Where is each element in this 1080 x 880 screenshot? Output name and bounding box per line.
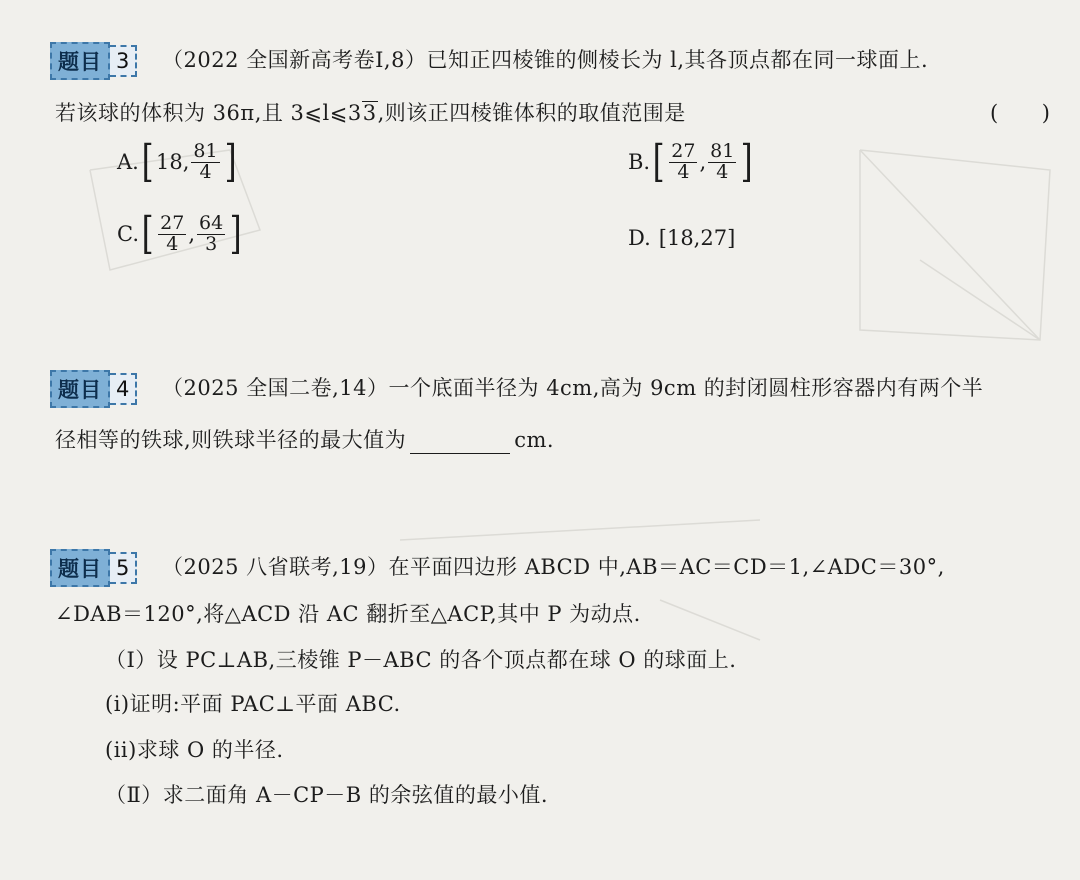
right-bracket: ] xyxy=(224,136,237,187)
left-bracket: [ xyxy=(141,136,154,187)
question-label: 题目 xyxy=(50,370,110,408)
comma: , xyxy=(699,150,707,174)
question-number: 4 xyxy=(110,373,137,405)
q3-line-2-start: 若该球的体积为 36π,且 3⩽l⩽3 xyxy=(55,101,362,125)
denominator: 4 xyxy=(677,160,690,183)
denominator: 4 xyxy=(166,232,179,255)
left-bracket: [ xyxy=(141,208,154,259)
comma: , xyxy=(188,222,196,246)
q4-line-2 xyxy=(55,424,554,454)
question-3-tag xyxy=(50,42,137,80)
q4-line-2-unit: cm. xyxy=(514,428,555,452)
denominator: 4 xyxy=(199,160,212,183)
option-a-left: 18, xyxy=(156,150,190,174)
option-c xyxy=(117,208,244,259)
question-5-tag xyxy=(50,549,137,587)
fraction xyxy=(708,139,736,183)
denominator: 3 xyxy=(205,232,218,255)
question-number: 5 xyxy=(110,552,137,584)
q5-line-6: （Ⅱ）求二面角 A－CP－B 的余弦值的最小值. xyxy=(105,783,549,807)
fraction xyxy=(197,211,225,255)
q3-line-1: （2022 全国新高考卷Ⅰ,8）已知正四棱锥的侧棱长为 l,其各顶点都在同一球面上. xyxy=(162,48,929,72)
question-number: 3 xyxy=(110,45,137,77)
option-a-key: A. xyxy=(117,150,139,174)
option-d-text: [18,27] xyxy=(658,226,736,250)
numerator: 81 xyxy=(193,139,218,162)
question-label: 题目 xyxy=(50,549,110,587)
question-label: 题目 xyxy=(50,42,110,80)
option-a xyxy=(117,136,239,187)
numerator: 27 xyxy=(160,211,185,234)
question-4-tag xyxy=(50,370,137,408)
q5-line-4: (i)证明:平面 PAC⊥平面 ABC. xyxy=(105,692,401,716)
q3-line-2-end: ,则该正四棱锥体积的取值范围是 xyxy=(377,101,686,125)
fraction xyxy=(158,211,186,255)
right-bracket: ] xyxy=(229,208,242,259)
fraction xyxy=(669,139,697,183)
numerator: 64 xyxy=(199,211,224,234)
q5-line-1: （2025 八省联考,19）在平面四边形 ABCD 中,AB＝AC＝CD＝1,∠ADC＝30°, xyxy=(162,555,945,579)
q3-line-2 xyxy=(55,97,686,127)
option-b xyxy=(628,136,756,187)
q5-line-2: ∠DAB＝120°,将△ACD 沿 AC 翻折至△ACP,其中 P 为动点. xyxy=(55,602,641,626)
option-c-key: C. xyxy=(117,222,139,246)
option-d xyxy=(628,226,735,250)
q4-line-2-start: 径相等的铁球,则铁球半径的最大值为 xyxy=(55,428,407,452)
fraction xyxy=(191,139,219,183)
q5-line-3: （Ⅰ）设 PC⊥AB,三棱锥 P－ABC 的各个顶点都在球 O 的球面上. xyxy=(105,648,737,672)
answer-parenthesis: ( ) xyxy=(990,101,1051,125)
sqrt-3: 3 xyxy=(362,101,377,125)
numerator: 81 xyxy=(710,139,735,162)
left-bracket: [ xyxy=(652,136,665,187)
numerator: 27 xyxy=(671,139,696,162)
option-b-key: B. xyxy=(628,150,651,174)
answer-blank xyxy=(410,433,510,454)
option-d-key: D. xyxy=(628,226,651,250)
denominator: 4 xyxy=(716,160,729,183)
q5-line-5: (ii)求球 O 的半径. xyxy=(105,738,284,762)
right-bracket: ] xyxy=(740,136,753,187)
q4-line-1: （2025 全国二卷,14）一个底面半径为 4cm,高为 9cm 的封闭圆柱形容器内有两个半 xyxy=(162,376,984,400)
